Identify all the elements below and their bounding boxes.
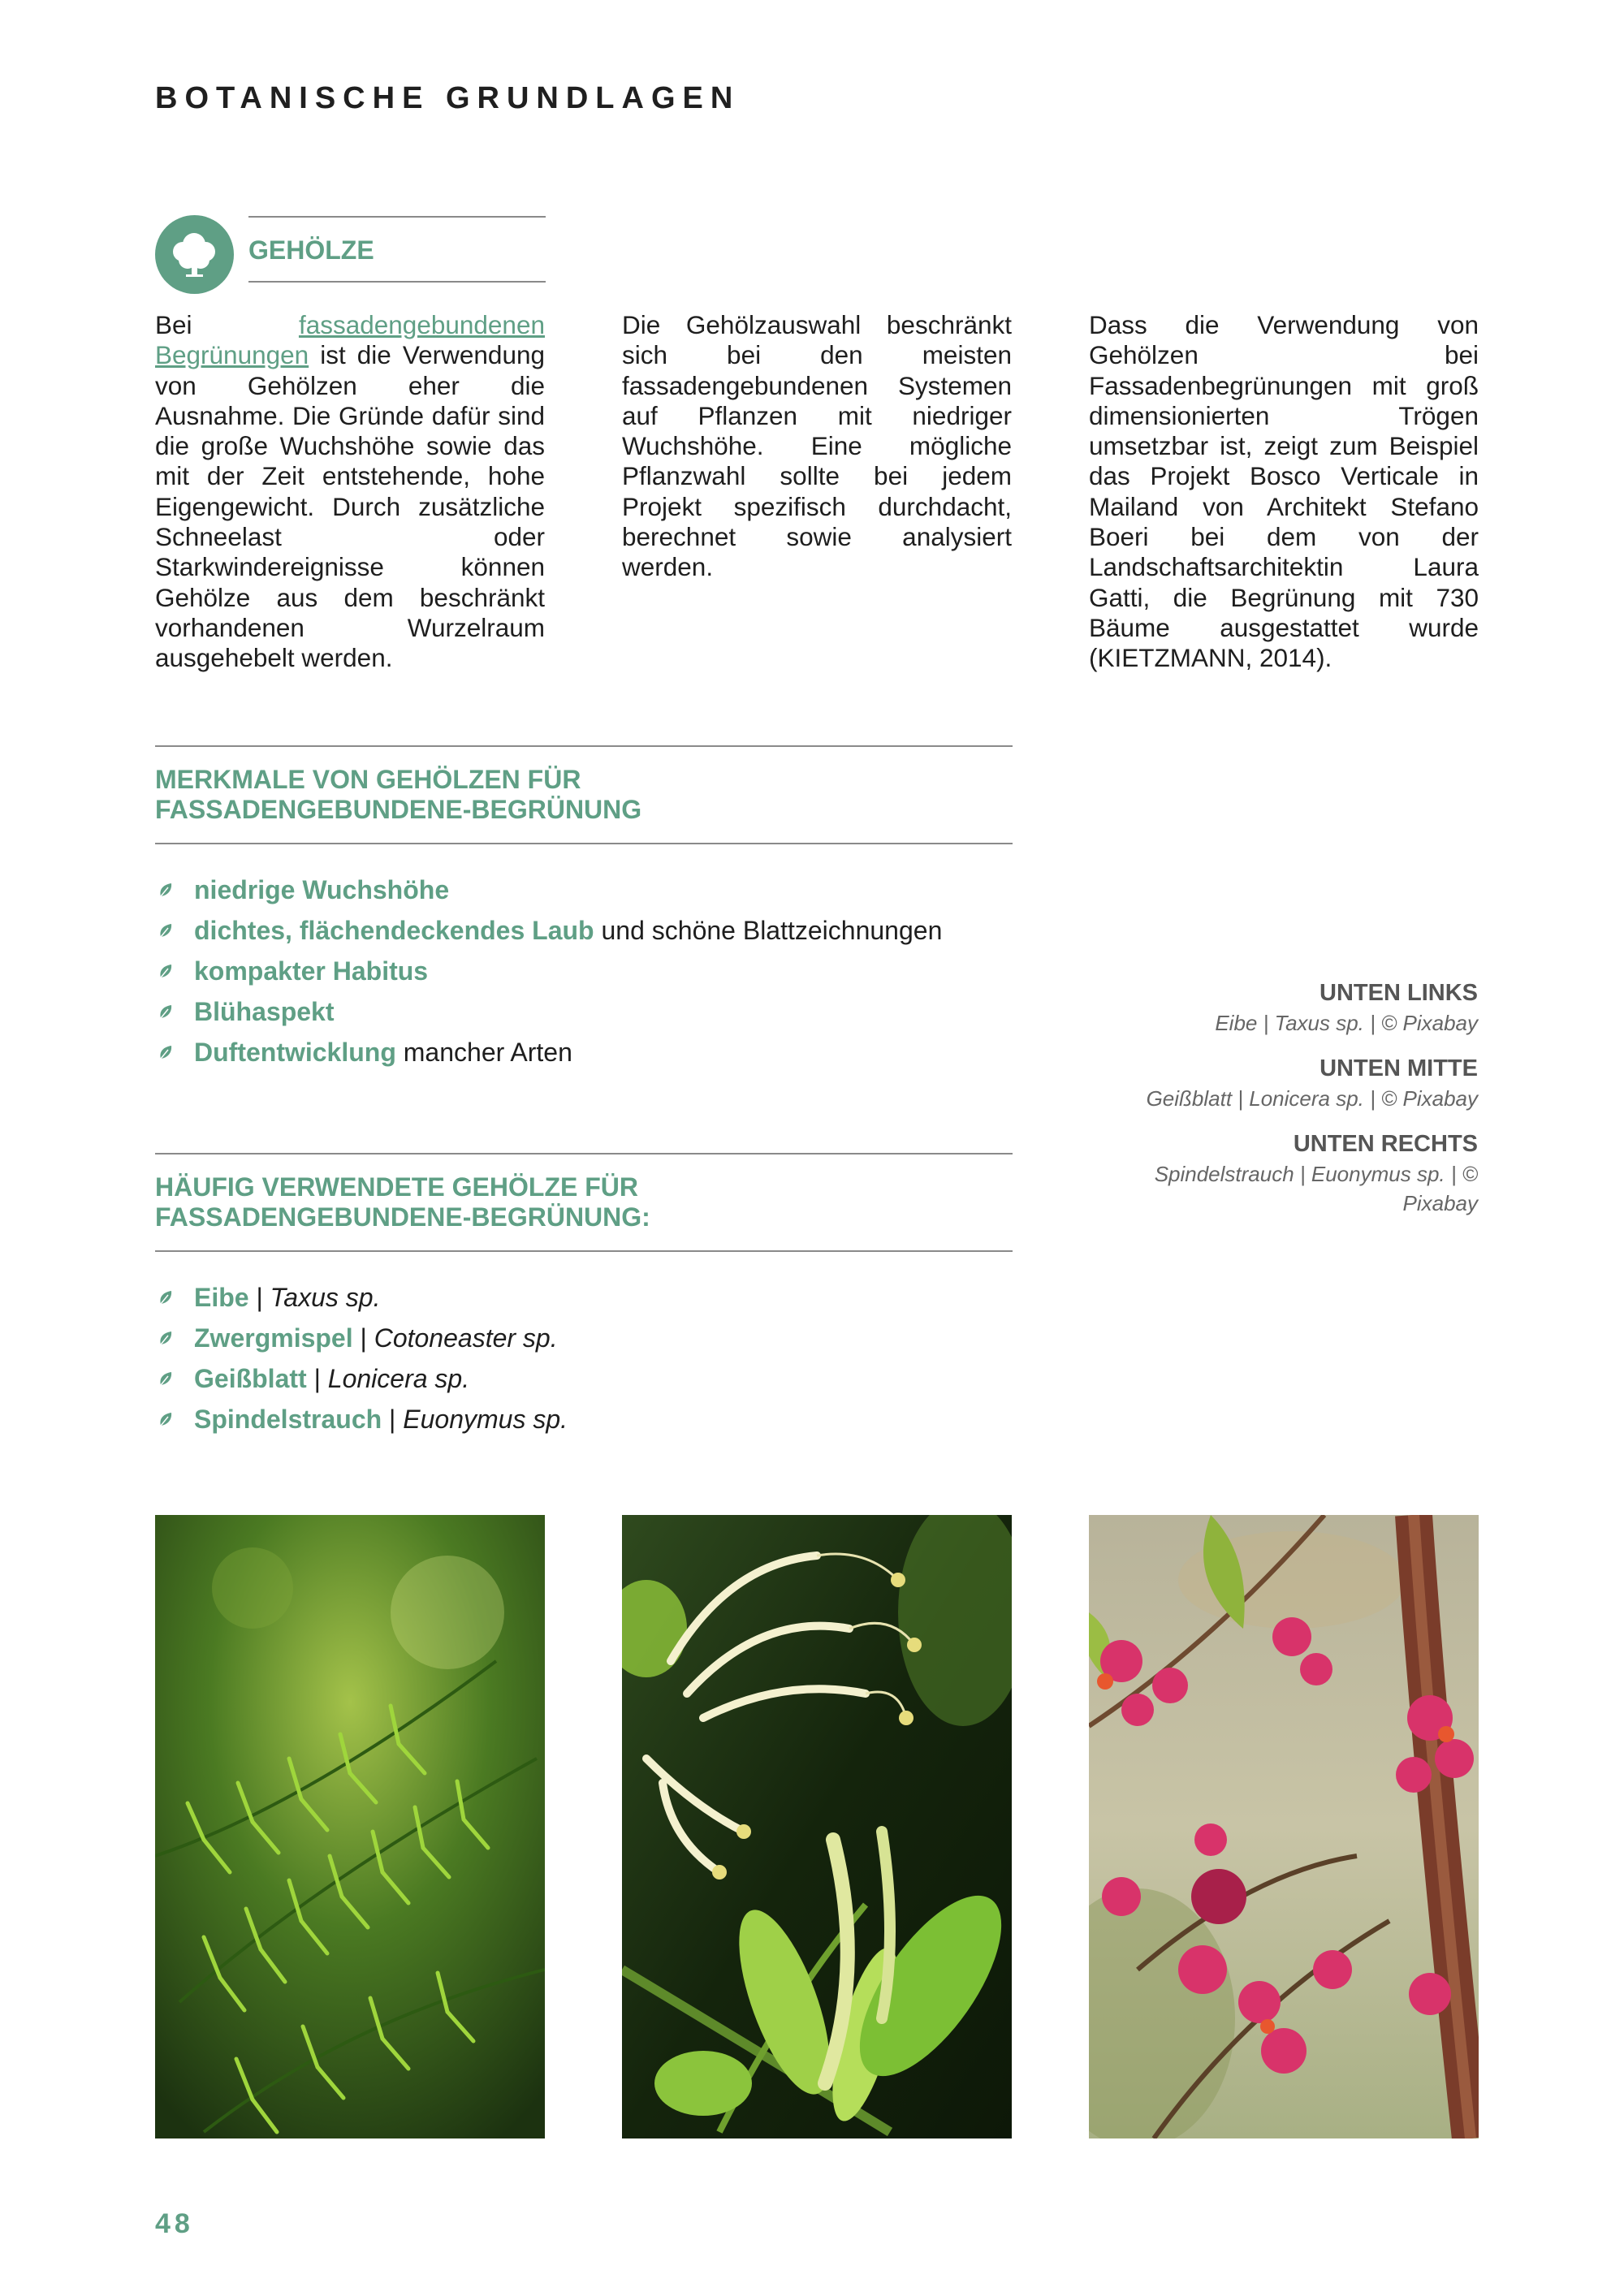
list-item — [155, 991, 942, 1032]
section-title: GEHÖLZE — [248, 235, 374, 265]
features-rule-bottom — [155, 843, 1013, 844]
separator: | — [352, 1323, 374, 1353]
caption-text: Spindelstrauch | Euonymus sp. | © Pixabay — [1154, 1162, 1478, 1215]
section-rule-top — [248, 216, 546, 218]
caption-title: UNTEN LINKS — [1320, 980, 1478, 1006]
caption-left — [1104, 978, 1478, 1038]
caption-middle — [1104, 1053, 1478, 1113]
leaf-bullet-icon — [157, 1370, 175, 1388]
feature-highlight: kompakter Habitus — [194, 956, 429, 986]
list-item — [155, 1277, 568, 1318]
plant-name: Geißblatt — [194, 1364, 307, 1393]
list-item — [155, 1032, 942, 1072]
feature-text: mancher Arten — [395, 1038, 572, 1067]
plant-name: Zwergmispel — [194, 1323, 353, 1353]
plant-name: Spindelstrauch — [194, 1405, 382, 1434]
col1-text: ist die Verwendung von Gehölzen eher die Ausnahme. Die Gründe dafür sind die große Wuchshöhe sowie das mit der Zeit entstehende, hohe Eigengewicht. Durch zusätzliche Schneelast oder Starkwindereignisse können Gehölze aus dem beschränkt vorhandenen Wurzelraum ausgehebelt werden. — [155, 340, 545, 673]
list-item — [155, 870, 942, 910]
text-column-1 — [155, 310, 545, 674]
common-heading — [155, 1172, 1008, 1232]
leaf-bullet-icon — [157, 921, 175, 939]
common-list — [155, 1277, 568, 1439]
separator: | — [248, 1283, 270, 1312]
leaf-bullet-icon — [157, 1288, 175, 1306]
caption-title: UNTEN MITTE — [1320, 1055, 1478, 1081]
leaf-bullet-icon — [157, 1410, 175, 1428]
feature-highlight: Duftentwicklung — [194, 1038, 396, 1067]
separator: | — [306, 1364, 328, 1393]
list-item — [155, 1399, 568, 1439]
common-rule-bottom — [155, 1250, 1013, 1252]
leaf-bullet-icon — [157, 1043, 175, 1061]
leaf-bullet-icon — [157, 962, 175, 980]
text-column-3: Dass die Verwendung von Gehölzen bei Fassadenbegrünungen mit groß dimensionierten Trögen umsetzbar ist, zeigt zum Beispiel das Projekt Bosco Verticale in Mailand von Architekt Stefano Boeri bei dem von der Landschaftsarchitektin Laura Gatti, die Begrünung mit 730 Bäume ausgestattet wurde (KIETZMANN, 2014). — [1089, 310, 1479, 673]
list-item — [155, 951, 942, 991]
latin-name: Taxus sp. — [270, 1283, 381, 1312]
feature-highlight: dichtes, flächendeckendes Laub — [194, 916, 594, 945]
leaf-bullet-icon — [157, 881, 175, 899]
feature-highlight: niedrige Wuchshöhe — [194, 875, 450, 904]
caption-right — [1104, 1129, 1478, 1218]
col1-prefix: Bei — [155, 310, 299, 339]
caption-text: Eibe | Taxus sp. | © Pixabay — [1215, 1011, 1478, 1035]
running-header: BOTANISCHE GRUNDLAGEN — [155, 81, 741, 115]
features-rule-top — [155, 745, 1013, 747]
tree-icon — [155, 215, 234, 294]
features-heading-line2: FASSADENGEBUNDENE-BEGRÜNUNG — [155, 795, 642, 824]
leaf-bullet-icon — [157, 1329, 175, 1347]
features-heading — [155, 765, 1008, 825]
features-heading-line1: MERKMALE VON GEHÖLZEN FÜR — [155, 765, 581, 794]
common-heading-line1: HÄUFIG VERWENDETE GEHÖLZE FÜR — [155, 1172, 638, 1202]
photo-honeysuckle — [622, 1515, 1012, 2138]
list-item — [155, 910, 942, 951]
common-rule-top — [155, 1153, 1013, 1154]
feature-highlight: Blühaspekt — [194, 997, 335, 1026]
list-item — [155, 1358, 568, 1399]
photo-spindle — [1089, 1515, 1479, 2138]
latin-name: Lonicera sp. — [327, 1364, 470, 1393]
latin-name: Cotoneaster sp. — [374, 1323, 558, 1353]
page-number: 48 — [155, 2208, 194, 2239]
section-rule-bottom — [248, 281, 546, 283]
list-item — [155, 1318, 568, 1358]
caption-text: Geißblatt | Lonicera sp. | © Pixabay — [1146, 1086, 1478, 1111]
caption-title: UNTEN RECHTS — [1293, 1131, 1478, 1157]
plant-name: Eibe — [194, 1283, 249, 1312]
photo-yew — [155, 1515, 545, 2138]
fassadengebunden-link[interactable]: fassadengebundenen Begrünungen — [155, 310, 545, 370]
separator: | — [382, 1405, 404, 1434]
features-list — [155, 870, 942, 1072]
feature-text: und schöne Blattzeichnungen — [594, 916, 943, 945]
text-column-2: Die Gehölzauswahl beschränkt sich bei den meisten fassadengebundenen Systemen auf Pflanzen mit niedriger Wuchshöhe. Eine mögliche Pflanzwahl sollte bei jedem Projekt spezifisch durchdacht, berechnet sowie analysiert werden. — [622, 310, 1012, 582]
common-heading-line2: FASSADENGEBUNDENE-BEGRÜNUNG: — [155, 1202, 650, 1232]
leaf-bullet-icon — [157, 1003, 175, 1021]
latin-name: Euonymus sp. — [403, 1405, 568, 1434]
